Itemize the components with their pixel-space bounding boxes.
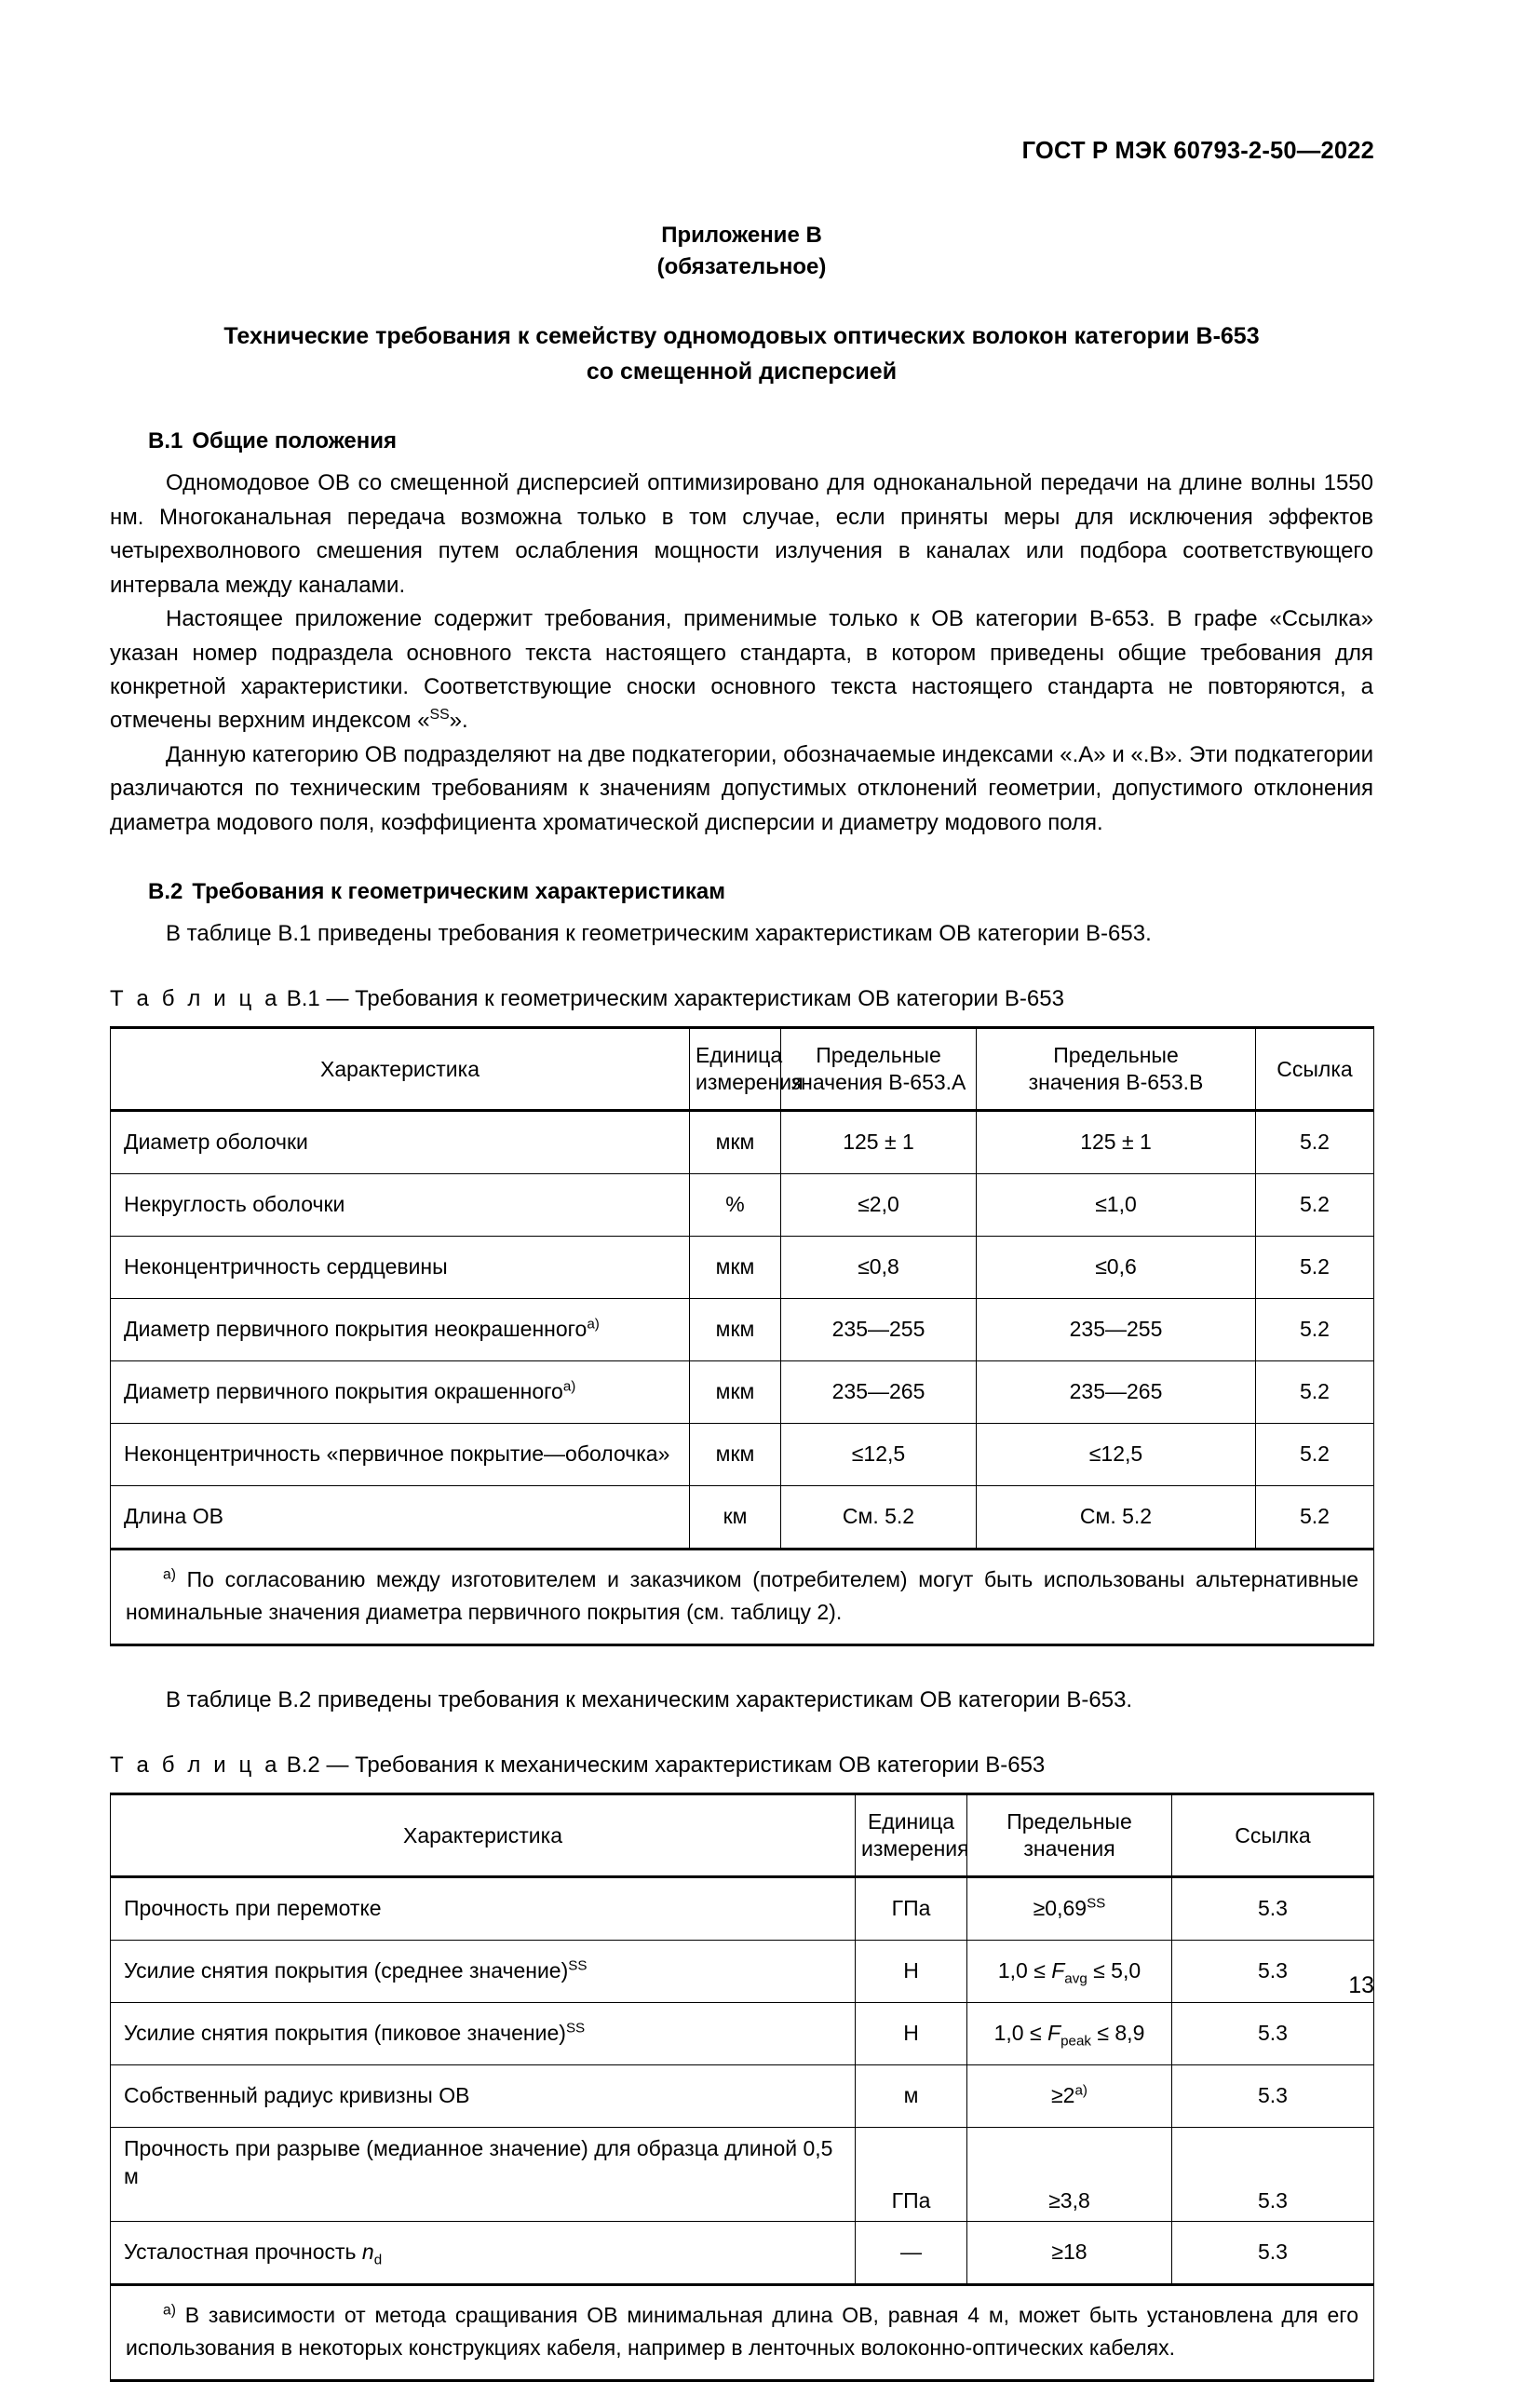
table-b2-cell-unit: Н <box>856 1941 967 2003</box>
paragraph-b1-2-part-a: Настоящее приложение содержит требования, применимые только к ОВ категории В-653. В графе «Ссылка» указан номер подраздела основного текста настоящего стандарта, в котором приведены общие требования для конкретной характеристики. Соответствующие сноски основного текста настоящего стандарта не повторяются, а отмечены верхним индексом « <box>110 606 1373 734</box>
table-row <box>111 1424 1374 1486</box>
table-row <box>111 1361 1374 1424</box>
table-b1-cell-name-text: Некруглость оболочки <box>124 1192 345 1217</box>
superscript-ss: SS <box>429 707 450 724</box>
table-b2-cell-name-text: Прочность при перемотке <box>124 1896 382 1921</box>
table-b2-footnote-mark: a) <box>163 2302 176 2319</box>
paragraph-b1-2-part-b: ». <box>449 708 468 734</box>
table-b2-cell-name <box>111 1941 856 2003</box>
table-b2-cell-name-sup: SS <box>565 2020 586 2037</box>
table-row <box>111 2065 1374 2128</box>
table-b2-cell-ref: 5.3 <box>1172 2222 1374 2285</box>
annex-title <box>110 318 1373 389</box>
table-b2-cell-ref: 5.3 <box>1172 2128 1374 2222</box>
table-b2-col-unit-l2: измерения <box>861 1836 969 1861</box>
table-b1-cell-limit-b: ≤0,6 <box>977 1237 1256 1299</box>
table-b2-limit-sup: a) <box>1074 2082 1087 2099</box>
annex-status: (обязательное) <box>656 254 827 280</box>
table-b2-caption-prefix: Т а б л и ц а <box>110 1752 281 1778</box>
table-b1-cell-ref: 5.2 <box>1256 1361 1374 1424</box>
table-b1-cell-limit-a: ≤2,0 <box>781 1174 977 1237</box>
clause-number-b1: В.1 <box>148 428 183 454</box>
table-b2-limit-post: ≤ 8,9 <box>1090 2021 1145 2046</box>
table-b1-cell-limit-a: ≤12,5 <box>781 1424 977 1486</box>
table-b2-limit-pre: ≥3,8 <box>1048 2188 1090 2213</box>
clause-heading-b2 <box>110 879 1373 905</box>
table-b2-limit-var: F <box>1047 2021 1061 2046</box>
running-head-standard-id: ГОСТ Р МЭК 60793-2-50—2022 <box>1021 138 1374 164</box>
table-b2-limit-pre: 1,0 ≤ <box>993 2021 1048 2046</box>
table-b1-cell-name-text: Диаметр оболочки <box>124 1130 308 1155</box>
table-b2-body <box>111 1877 1374 2381</box>
table-b2-footnote-cell <box>111 2285 1374 2381</box>
table-b2-col-limits-l1: Предельные <box>1006 1809 1132 1834</box>
table-b2-caption-text: — Требования к механическим характеристикам ОВ категории В-653 <box>326 1752 1046 1778</box>
table-b2-footnote-row <box>111 2285 1374 2381</box>
table-b1-col-unit-l1: Единица <box>696 1043 783 1068</box>
table-b1-cell-name <box>111 1486 690 1550</box>
table-b1-cell-name <box>111 1174 690 1237</box>
table-b1-cell-name-sup: a) <box>562 1378 576 1395</box>
table-row <box>111 2128 1374 2222</box>
table-b1 <box>110 1026 1374 1646</box>
table-b2-cell-ref: 5.3 <box>1172 1877 1374 1941</box>
table-b1-cell-name <box>111 1361 690 1424</box>
table-b2-cell-name-text: Усилие снятия покрытия (пиковое значение) <box>124 2021 566 2046</box>
table-b1-cell-name-text: Длина ОВ <box>124 1504 223 1529</box>
table-b1-cell-limit-a: 235—255 <box>781 1299 977 1361</box>
table-b1-cell-name-text: Неконцентричность сердцевины <box>124 1254 448 1279</box>
clause-title-b2: Требования к геометрическим характеристикам <box>192 879 726 905</box>
table-row <box>111 1941 1374 2003</box>
clause-number-b2: В.2 <box>148 879 183 905</box>
table-b1-cell-limit-a: ≤0,8 <box>781 1237 977 1299</box>
table-b2-cell-limit <box>967 2065 1172 2128</box>
table-b1-col-limits-b-l2: значения В-653.В <box>1028 1070 1204 1095</box>
table-b1-col-unit <box>690 1028 804 1111</box>
table-b2-limit-sub: avg <box>1064 1970 1087 1987</box>
table-b2-header-row <box>111 1794 1374 1877</box>
table-b1-cell-ref: 5.2 <box>1256 1299 1374 1361</box>
table-b1-body <box>111 1111 1374 1645</box>
table-b2-cell-name-text: Прочность при разрыве (медианное значение) для образца длиной 0,5 м <box>124 2136 833 2189</box>
table-b1-cell-name <box>111 1299 690 1361</box>
table-b2-cell-limit <box>967 1941 1172 2003</box>
annex-title-line-1: Технические требования к семейству одномодовых оптических волокон категории В-653 <box>223 323 1260 350</box>
table-b2-cell-limit <box>967 2003 1172 2065</box>
table-b1-cell-name <box>111 1424 690 1486</box>
table-b2-col-limits-l2: значения <box>1023 1836 1115 1861</box>
table-b1-cell-unit: мкм <box>690 1361 781 1424</box>
table-b1-head <box>111 1028 1374 1111</box>
table-b2-limit-sub: peak <box>1060 2033 1091 2050</box>
table-b1-cell-unit: мкм <box>690 1299 781 1361</box>
table-b2-cell-unit: ГПа <box>856 1877 967 1941</box>
table-b1-cell-limit-a: 235—265 <box>781 1361 977 1424</box>
table-b1-cell-limit-b: 125 ± 1 <box>977 1111 1256 1174</box>
table-b2-col-limits <box>967 1794 1172 1877</box>
table-row <box>111 2222 1374 2285</box>
table-b1-col-limits-a <box>781 1028 977 1111</box>
table-b2-cell-limit <box>967 2222 1172 2285</box>
table-b2-limit-pre: ≥18 <box>1051 2240 1087 2265</box>
page-number: 13 <box>1348 1972 1374 1998</box>
table-b2-cell-ref: 5.3 <box>1172 1941 1374 2003</box>
table-row <box>111 1111 1374 1174</box>
table-b1-cell-unit: км <box>690 1486 781 1550</box>
table-b2-cell-limit <box>967 1877 1172 1941</box>
table-b2-footnote-text: В зависимости от метода сращивания ОВ минимальная длина ОВ, равная 4 м, может быть установлена для его использования в некоторых конструкциях кабеля, например в ленточных волоконно-оптических кабелях. <box>126 2303 1358 2361</box>
table-b1-caption-number: В.1 <box>286 985 320 1011</box>
table-b2-footnote <box>126 2299 1358 2364</box>
table-b1-cell-limit-b: 235—265 <box>977 1361 1256 1424</box>
table-b2-cell-name <box>111 1877 856 1941</box>
table-b1-footnote-row <box>111 1550 1374 1645</box>
table-b2-cell-ref: 5.3 <box>1172 2065 1374 2128</box>
table-b2-col-unit <box>856 1794 967 1877</box>
table-b2-cell-name-text: Усилие снятия покрытия (среднее значение) <box>124 1958 569 1983</box>
annex-title-line-2: со смещенной дисперсией <box>586 359 898 386</box>
table-row <box>111 1237 1374 1299</box>
table-b1-cell-ref: 5.2 <box>1256 1174 1374 1237</box>
table-row <box>111 2003 1374 2065</box>
table-b2-cell-name <box>111 2065 856 2128</box>
table-b2-col-reference-l1: Ссылка <box>1235 1822 1311 1847</box>
table-b2-cell-name <box>111 2128 856 2222</box>
table-b2-caption-number: В.2 <box>286 1752 320 1778</box>
table-b1-col-reference <box>1256 1028 1374 1111</box>
table-row <box>111 1877 1374 1941</box>
table-b2-cell-name-text: Усталостная прочность <box>124 2240 362 2265</box>
table-b1-cell-limit-b: 235—255 <box>977 1299 1256 1361</box>
clause-title-b1: Общие положения <box>192 428 398 454</box>
table-b1-cell-limit-a: См. 5.2 <box>781 1486 977 1550</box>
table-b2-col-reference <box>1172 1794 1374 1877</box>
table-b1-cell-ref: 5.2 <box>1256 1111 1374 1174</box>
table-row <box>111 1486 1374 1550</box>
table-b1-footnote <box>126 1563 1358 1629</box>
table-b1-cell-limit-b: ≤1,0 <box>977 1174 1256 1237</box>
table-b1-col-limits-a-l1: Предельные <box>816 1043 941 1068</box>
table-b1-footnote-text: По согласованию между изготовителем и заказчиком (потребителем) могут быть использованы альтернативные номинальные значения диаметра первичного покрытия (см. таблицу 2). <box>126 1567 1359 1625</box>
paragraph-b2-intro-table2: В таблице В.2 приведены требования к механическим характеристикам ОВ категории В-653. <box>166 1687 1133 1713</box>
table-b2-cell-limit <box>967 2128 1172 2222</box>
table-b1-cell-limit-b: ≤12,5 <box>977 1424 1256 1486</box>
table-b1-col-unit-l2: измерения <box>696 1070 804 1095</box>
table-b1-caption-text: — Требования к геометрическим характеристикам ОВ категории В-653 <box>326 985 1064 1011</box>
table-b2-cell-name-sub: d <box>373 2252 383 2268</box>
table-b2-head <box>111 1794 1374 1877</box>
table-b2-limit-post: ≤ 5,0 <box>1087 1958 1141 1983</box>
paragraph-b1-2 <box>110 602 1373 738</box>
clause-heading-b1 <box>110 428 1373 454</box>
table-b1-caption <box>110 983 1373 1015</box>
table-b1-cell-limit-a: 125 ± 1 <box>781 1111 977 1174</box>
table-b2-cell-unit: Н <box>856 2003 967 2065</box>
table-b1-cell-name <box>111 1237 690 1299</box>
table-b2 <box>110 1793 1374 2382</box>
table-b1-footnote-cell <box>111 1550 1374 1645</box>
table-b1-cell-unit: % <box>690 1174 781 1237</box>
table-b1-cell-name-text: Диаметр первичного покрытия окрашенного <box>124 1379 563 1404</box>
table-b2-cell-name-text: Собственный радиус кривизны ОВ <box>124 2083 470 2108</box>
table-b1-col-limits-a-l2: значения В-653.А <box>790 1070 966 1095</box>
table-b2-cell-name <box>111 2003 856 2065</box>
table-b2-col-characteristic <box>111 1794 856 1877</box>
table-b1-footnote-mark: a) <box>163 1566 176 1583</box>
table-b1-col-limits-b-l1: Предельные <box>1053 1043 1179 1068</box>
table-b1-cell-name <box>111 1111 690 1174</box>
table-b1-cell-ref: 5.2 <box>1256 1486 1374 1550</box>
table-b1-col-characteristic-l1: Характеристика <box>320 1056 480 1081</box>
table-b2-limit-sup: SS <box>1087 1895 1106 1912</box>
table-b1-col-reference-l1: Ссылка <box>1277 1056 1353 1081</box>
table-b1-cell-limit-b: См. 5.2 <box>977 1486 1256 1550</box>
annex-label: Приложение В <box>661 223 822 248</box>
table-b1-cell-name-sup: a) <box>587 1316 600 1333</box>
table-b1-cell-ref: 5.2 <box>1256 1424 1374 1486</box>
paragraph-b1-3: Данную категорию ОВ подразделяют на две подкатегории, обозначаемые индексами «.А» и «.В». Эти подкатегории различаются по техническим требованиям к значениям допустимых отклонений геометрии, допустимого отклонения диаметра модового поля, коэффициента хроматической дисперсии и диаметру модового поля. <box>110 741 1373 835</box>
table-row <box>111 1299 1374 1361</box>
table-b1-cell-ref: 5.2 <box>1256 1237 1374 1299</box>
page-content <box>110 220 1373 2382</box>
table-b2-cell-unit: ГПа <box>856 2128 967 2222</box>
table-b2-limit-pre: ≥2 <box>1051 2083 1075 2108</box>
table-b2-limit-var: F <box>1051 1958 1065 1983</box>
table-b2-caption <box>110 1750 1373 1781</box>
table-b2-cell-name <box>111 2222 856 2285</box>
paragraph-b1-1: Одномодовое ОВ со смещенной дисперсией оптимизировано для одноканальной передачи на длине волны 1550 нм. Многоканальная передача возможна только в том случае, если приняты меры для исключения эффектов четырехволнового смешения путем ослабления мощности излучения в каналах или подбора соответствующего интервала между каналами. <box>110 470 1373 598</box>
table-b1-cell-name-text: Неконцентричность «первичное покрытие—оболочка» <box>124 1441 670 1467</box>
table-b2-cell-ref: 5.3 <box>1172 2003 1374 2065</box>
table-b1-cell-unit: мкм <box>690 1237 781 1299</box>
table-b2-col-characteristic-l1: Характеристика <box>403 1822 562 1847</box>
table-b1-cell-name-text: Диаметр первичного покрытия неокрашенного <box>124 1317 588 1342</box>
table-b1-cell-unit: мкм <box>690 1424 781 1486</box>
table-row <box>111 1174 1374 1237</box>
table-b2-cell-name-var: n <box>361 2240 374 2265</box>
table-b1-caption-prefix: Т а б л и ц а <box>110 985 281 1011</box>
table-b2-limit-pre: 1,0 ≤ <box>997 1958 1052 1983</box>
table-b2-cell-unit: — <box>856 2222 967 2285</box>
table-b1-col-limits-b <box>977 1028 1256 1111</box>
table-b2-limit-pre: ≥0,69 <box>1033 1896 1087 1921</box>
table-b2-col-unit-l1: Единица <box>867 1809 955 1834</box>
table-b1-col-characteristic <box>111 1028 690 1111</box>
table-b2-cell-unit: м <box>856 2065 967 2128</box>
paragraph-b2-intro: В таблице В.1 приведены требования к геометрическим характеристикам ОВ категории В-653. <box>166 921 1152 947</box>
table-b2-cell-name-sup: SS <box>568 1957 588 1974</box>
table-b1-header-row <box>111 1028 1374 1111</box>
table-b1-cell-unit: мкм <box>690 1111 781 1174</box>
